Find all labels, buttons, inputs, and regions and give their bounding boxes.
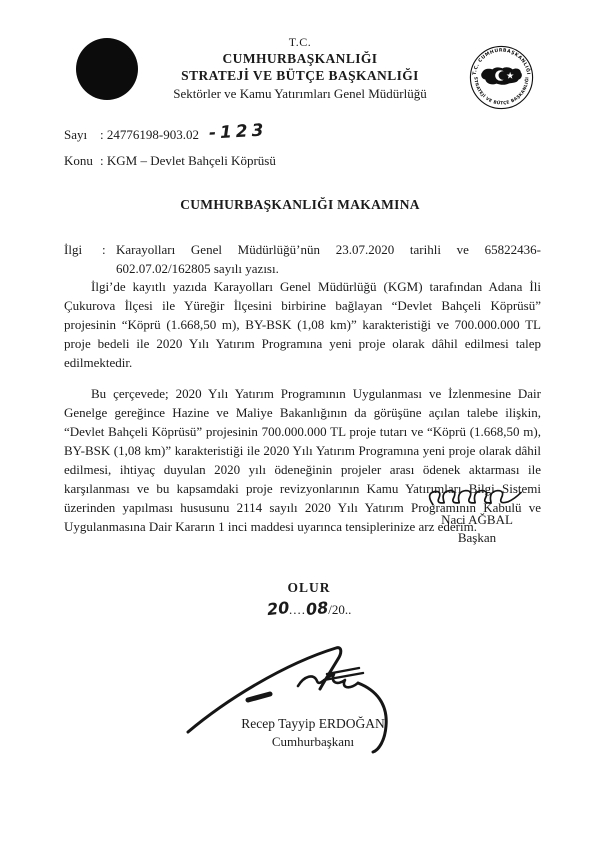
ilgi-label: İlgi [64, 242, 83, 257]
date-day-handwritten: 20 [265, 597, 290, 620]
ilgi-line2: 602.07.02/162805 sayılı yazısı. [116, 261, 279, 276]
seal-top-text: T.C. CUMHURBAŞKANLIĞI [472, 48, 531, 76]
president-name: Recep Tayyip ERDOĞAN [241, 716, 385, 731]
presidency-seal-icon [469, 45, 534, 110]
header-strategy-budget: STRATEJİ VE BÜTÇE BAŞKANLIĞI [181, 68, 419, 83]
paragraph-1: İlgi’de kayıtlı yazıda Karayolları Genel Müdürlüğü (KGM) tarafından Adana İli Çukurova İlçesi ile Yüreğir İlçesini birbirine bağlayan “Devlet Bahçeli Köprüsü” projesinin “Köprü (1.668,50 m), BY-BSK (1,08 km)” karakteristiği ve 700.000.000 TL proje bedeli ile 2020 Yılı Yatırım Programına yeni proje olarak dâhil edilmesi talep edilmektedir. [64, 279, 541, 370]
header-directorate: Sektörler ve Kamu Yatırımları Genel Müdürlüğü [173, 86, 427, 101]
header-presidency: CUMHURBAŞKANLIĞI [222, 51, 378, 66]
date-month-handwritten: 08 [305, 597, 330, 620]
seal-bottom-text: STRATEJİ VE BÜTÇE BAŞKANLIĞI [472, 76, 531, 107]
baskan-title: Başkan [457, 530, 497, 545]
approval-block [248, 580, 370, 618]
baskan-signature-scribble [425, 484, 529, 514]
ilgi-line1: Karayolları Genel Müdürlüğü’nün 23.07.2020 tarihli ve 65822436- [116, 242, 541, 257]
baskan-name: Naci AĞBAL [441, 512, 513, 527]
header-tc: T.C. [288, 35, 312, 49]
ilgi-text [116, 240, 541, 278]
date-year: /20.. [328, 602, 352, 617]
meta-block [64, 120, 276, 178]
konu-row [64, 153, 276, 169]
document-title: CUMHURBAŞKANLIĞI MAKAMINA [180, 197, 420, 212]
reference-block [64, 240, 541, 278]
sayi-row [64, 120, 276, 144]
olur-label: OLUR [287, 580, 331, 595]
sayi-value: : 24776198-903.02 [100, 127, 199, 142]
crescent-cutout [499, 71, 508, 80]
sayi-label: Sayı [64, 127, 88, 142]
president-title: Cumhurbaşkanı [271, 734, 355, 749]
sayi-handwritten-number: -123 [208, 120, 268, 144]
date-dots: .... [288, 602, 306, 617]
konu-label: Konu [64, 153, 93, 168]
ilgi-colon: : [102, 242, 106, 257]
approval-date [248, 599, 370, 618]
signature-block-baskan [397, 484, 557, 546]
konu-value: : KGM – Devlet Bahçeli Köprüsü [100, 153, 276, 168]
paragraph-2: Bu çerçevede; 2020 Yılı Yatırım Programının Uygulanması ve İzlenmesine Dair Genelge gereğince Hazine ve Maliye Bakanlığının da görüşüne açılan talebe ilişkin, “Devlet Bahçeli Köprüsü” projesinin 700.000.000 TL proje tutarı ve “Köprü (1.668,50 m), BY-BSK (1,08 km)” karakteristiği ile 2020 Yılı Yatırım Programına yeni proje olarak dâhil edilmesi, ihtiyaç duyulan 2020 yılı ödeneğinin projeler arası ödenek aktarması ile karşılanması ve bu kapsamdaki proje revizyonlarının Kamu Yatırımları Bilgi Sistemi üzerinden yapılması hususunu 2114 sayılı 2020 Yılı Yatırım Programının Kabulü ve Uygulanmasına Dair Kararın 1 inci maddesi uyarınca tensiplerinize arz ederim. [64, 386, 541, 534]
